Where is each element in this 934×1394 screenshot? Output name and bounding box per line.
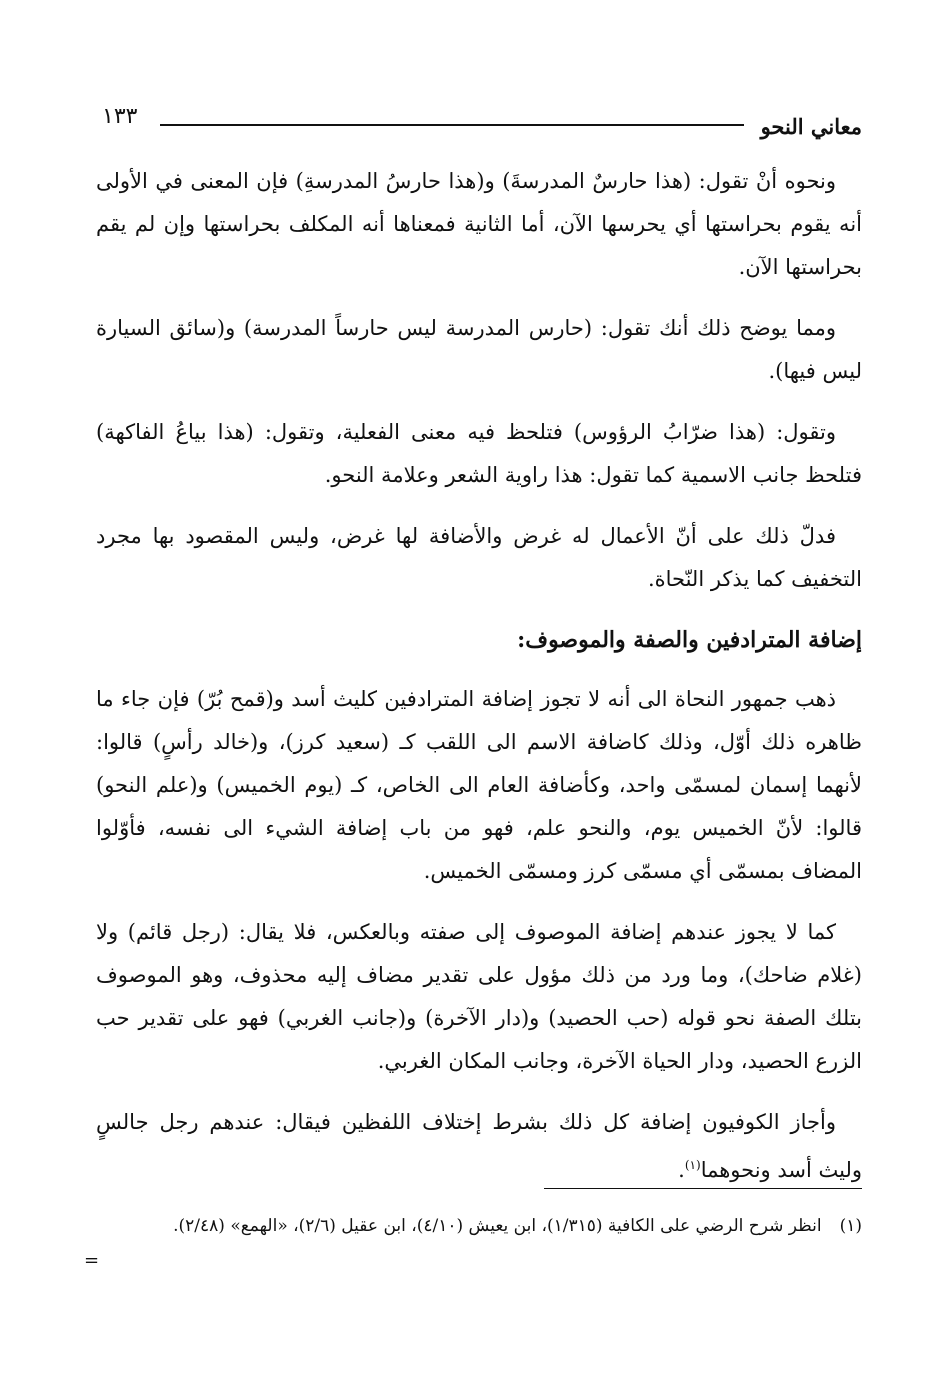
- paragraph: ونحوه أنْ تقول: (هذا حارسٌ المدرسةَ) و(هذا حارسُ المدرسةِ) فإن المعنى في الأولى أنه يقوم بحراستها أي يحرسها الآن، أما الثانية فمعناها أنه المكلف بحراستها وإن لم يقم بحراستها الآن.: [96, 169, 862, 279]
- footnote-separator: [544, 1188, 862, 1189]
- footnote-reference: (١): [684, 1158, 701, 1172]
- header-rule: [160, 124, 744, 126]
- paragraph: وتقول: (هذا ضرّابُ الرؤوس) فتلحظ فيه معنى الفعلية، وتقول: (هذا بياعُ الفاكهة) فتلحظ جانب الاسمية كما تقول: هذا راوية الشعر وعلامة النحو.: [96, 420, 862, 487]
- footnote: [80, 1210, 862, 1242]
- paragraph: ذهب جمهور النحاة الى أنه لا تجوز إضافة المترادفين كليث أسد و(قمح بُرّ) فإن جاء ما ظاهره ذلك أوّل، وذلك كاضافة الاسم الى اللقب كـ (سعيد كرز)، و(خالد رأسٍ) قالوا: لأنهما إسمان لمسمّى واحد، وكأضافة العام الى الخاص، كـ (يوم الخميس) و(علم النحو) قالوا: لأنّ الخميس يوم، والنحو علم، فهو من باب إضافة الشيء الى نفسه، فأوّلوا المضاف بمسمّى أي مسمّى كرز ومسمّى الخميس.: [96, 687, 862, 883]
- page-number: ١٣٣: [102, 104, 138, 129]
- paragraph-end: .: [678, 1158, 685, 1182]
- footnote-text: انظر شرح الرضي على الكافية (١/٣١٥)، ابن يعيش (٤/١٠)، ابن عقيل (٢/٦)، «الهمع» (٢/٤٨).: [173, 1216, 822, 1236]
- running-title: معاني النحو: [760, 114, 862, 139]
- paragraph: كما لا يجوز عندهم إضافة الموصوف إلى صفته وبالعكس، فلا يقال: (رجل قائم) ولا (غلام ضاحك)، وما ورد من ذلك مؤول على تقدير مضاف إليه محذوف، وهو الموصوف بتلك الصفة نحو قوله (حب الحصيد) و(دار الآخرة) و(جانب الغربي) فهو على تقدير حب الزرع الحصيد، ودار الحياة الآخرة، وجانب المكان الغربي.: [96, 920, 862, 1073]
- section-heading: إضافة المترادفين والصفة والموصوف:: [517, 627, 862, 653]
- paragraph-with-footnote: [96, 1101, 862, 1192]
- footnote-number: (١): [839, 1216, 862, 1236]
- paragraph: فدلّ ذلك على أنّ الأعمال له غرض والأضافة لها غرض، وليس المقصود بها مجرد التخفيف كما يذكر النّحاة.: [96, 524, 862, 591]
- footnote-continuation-mark: =: [84, 1250, 100, 1271]
- page-header: [96, 104, 862, 144]
- paragraph-text: وأجاز الكوفيون إضافة كل ذلك بشرط إختلاف اللفظين فيقال: عندهم رجل جالسٍ وليث أسد ونحوهما: [96, 1110, 862, 1182]
- main-text: [96, 160, 862, 1210]
- paragraph: ومما يوضح ذلك أنك تقول: (حارس المدرسة ليس حارساً المدرسة) و(سائق السيارة ليس فيها).: [96, 316, 862, 383]
